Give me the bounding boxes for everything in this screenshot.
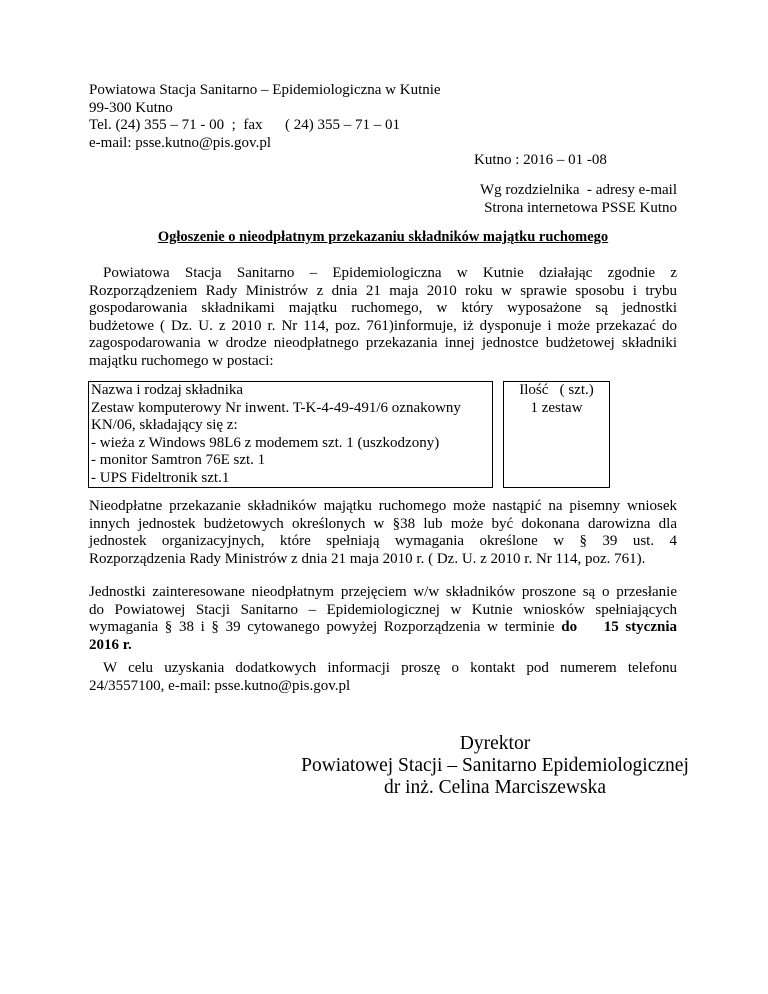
distribution-block [474,182,677,217]
intro-line: Powiatowa Stacja Sanitarno – Epidemiologiczna w Kutnie działając zgodnie z [103,265,677,281]
intro-line: majątku ruchomego w postaci: [89,352,274,369]
sender-institution: Powiatowa Stacja Sanitarno – Epidemiologiczna w Kutnie [89,82,441,98]
asset-name-cell [89,382,493,488]
signature-institution: Powiatowej Stacji – Sanitarno Epidemiologicznej [301,755,689,776]
asset-quantity-cell [504,382,610,488]
contact-paragraph [89,660,677,695]
intro-paragraph [89,265,677,370]
paragraph-line: Rozporządzenia Rady Ministrów z dnia 21 maja 2010 r. ( Dz. U. z 2010 r. Nr 114, poz. 761). [89,550,646,567]
asset-description-line: - monitor Samtron 76E szt. 1 [91,452,266,468]
paragraph-line: innych jednostek budżetowych określonych w §38 lub może być dokonana darowizna dla [89,515,677,532]
table-header-quantity: Ilość ( szt.) [519,382,594,398]
paragraph-line: jednostek organizacyjnych, które spełniają wymagania określone w § 39 ust. 4 [89,533,677,549]
paragraph-line: Jednostki zainteresowane nieodpłatnym przejęciem w/w składników proszone są o przesłanie [89,584,677,600]
sender-phone: Tel. (24) 355 – 71 - 00 ; fax ( 24) 355 – 71 – 01 [89,117,400,133]
document-date: Kutno : 2016 – 01 -08 [474,152,607,168]
table-header-name: Nazwa i rodzaj składnika [91,382,244,398]
transfer-conditions-paragraph [89,498,677,568]
paragraph-line [89,637,677,655]
signature-name: dr inż. Celina Marciszewska [383,777,606,798]
deadline-prefix: wymagania § 38 i § 39 cytowanego powyżej Rozporządzenia w terminie [89,619,555,635]
intro-line: zagospodarowania w drodze nieodpłatnego przekazania innej jednostce budżetowej składniki [89,335,677,351]
distribution-line-2: Strona internetowa PSSE Kutno [484,199,677,216]
signature-block [300,733,690,799]
asset-description-line: - UPS Fideltronik szt.1 [91,469,230,486]
application-deadline-paragraph [89,584,677,654]
deadline-year: 2016 r. [89,636,132,653]
announcement-heading: Ogłoszenie o nieodpłatnym przekazaniu składników majątku ruchomego [157,229,609,245]
table-row [89,382,610,488]
signature-title: Dyrektor [459,733,531,754]
contact-line: 24/3557100, e-mail: psse.kutno@pis.gov.pl [89,677,351,694]
sender-address-block [89,82,441,152]
deadline-date-part: do 15 stycznia [561,619,678,635]
paragraph-line: do Powiatowej Stacji Sanitarno – Epidemiologicznej w Kutnie wniosków spełniających [89,601,677,618]
sender-postal: 99-300 Kutno [89,99,173,116]
sender-email: e-mail: psse.kutno@pis.gov.pl [89,134,271,151]
paragraph-line: Nieodpłatne przekazanie składników majątku ruchomego może nastąpić na pisemny wniosek [89,498,677,514]
asset-description-line: KN/06, składający się z: [91,417,238,433]
asset-description-line: Zestaw komputerowy Nr inwent. T-K-4-49-491/6 oznakowny [91,399,461,416]
distribution-line-1: Wg rozdzielnika - adresy e-mail [480,182,677,198]
asset-description-line: - wieża z Windows 98L6 z modemem szt. 1 (uszkodzony) [91,434,440,451]
intro-line: Rozporządzeniem Rady Ministrów z dnia 21 maja 2010 roku w sprawie sposobu i trybu [89,282,677,299]
table-gap [493,382,504,488]
paragraph-line-with-deadline [89,619,677,637]
asset-quantity: 1 zestaw [530,399,583,416]
intro-line: budżetowe ( Dz. U. z 2010 r. Nr 114, poz. 761)informuje, iż dysponuje i może przekazać do [89,317,677,334]
intro-line: gospodarowania składnikami majątku ruchomego, w który wyposażone są jednostki [89,300,677,316]
assets-table [88,381,610,488]
paragraph-line: W celu uzyskania dodatkowych informacji proszę o kontakt pod numerem telefonu [103,660,677,676]
